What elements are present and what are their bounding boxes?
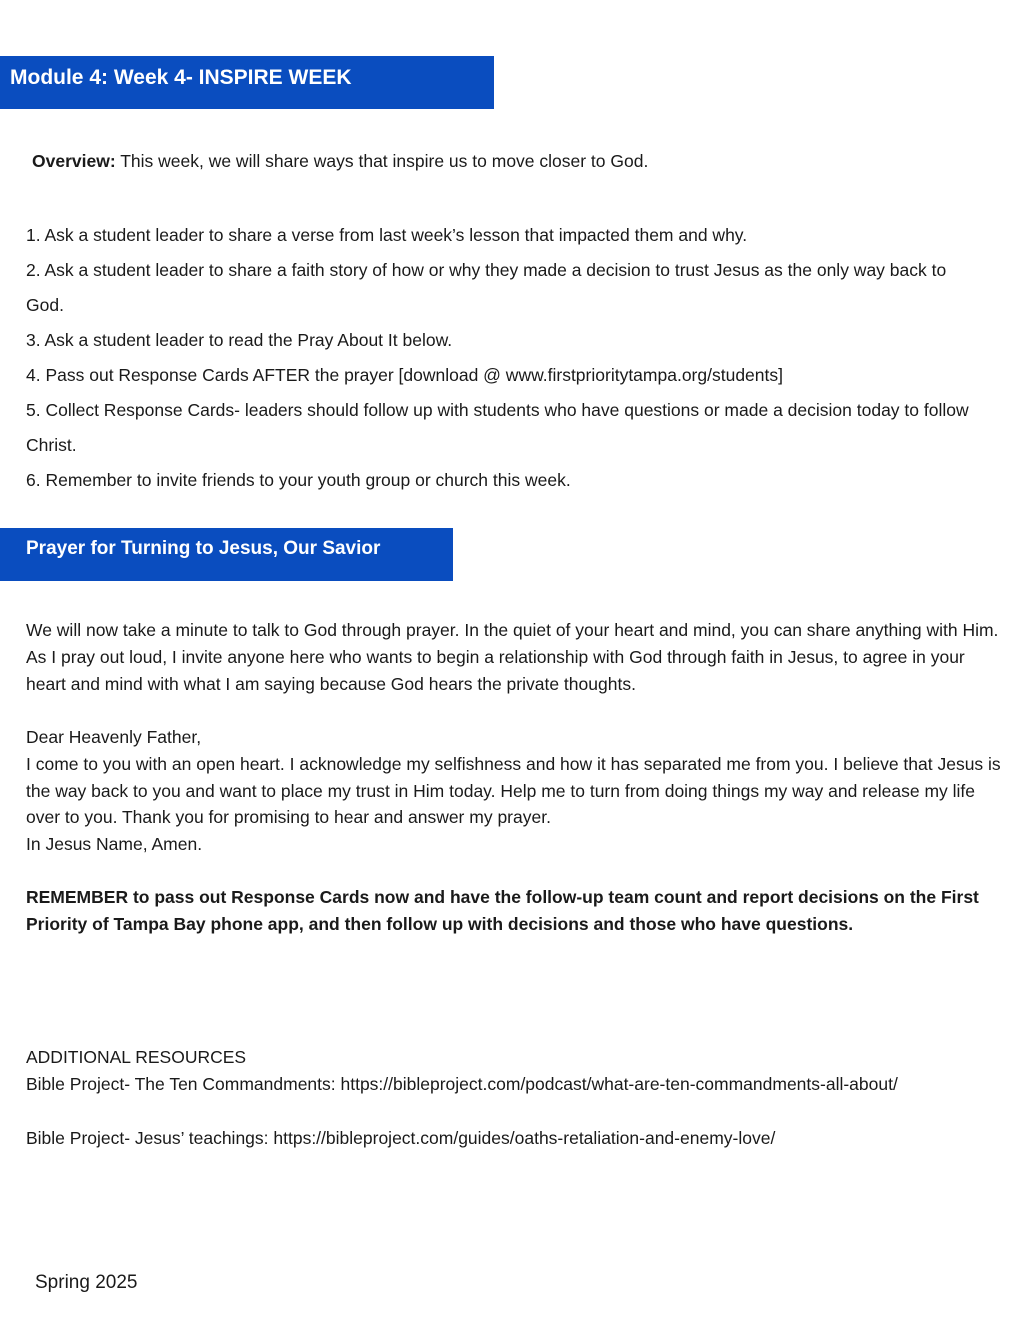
prayer-block [26, 617, 1001, 858]
spacer [26, 1098, 1016, 1125]
resource-link-jesus-teachings[interactable]: Bible Project- Jesus’ teachings: https://bibleproject.com/guides/oaths-retaliation-and-enemy-love/ [26, 1128, 776, 1148]
resource-link-ten-commandments[interactable]: Bible Project- The Ten Commandments: https://bibleproject.com/podcast/what-are-ten-commandments-all-about/ [26, 1074, 898, 1094]
prayer-title-banner [0, 528, 453, 581]
prayer-closing: In Jesus Name, Amen. [26, 834, 203, 854]
module-title-banner [0, 56, 494, 109]
step-item: 5. Collect Response Cards- leaders should follow up with students who have questions or made a decision today to follow Christ. [26, 400, 969, 455]
prayer-body: I come to you with an open heart. I acknowledge my selfishness and how it has separated me from you. I believe that Jesus is the way back to you and want to place my trust in Him today. Help me to turn from doing things my way and release my life over to you. Thank you for promising to hear and answer my prayer. [26, 753, 1001, 828]
reminder-note: REMEMBER to pass out Response Cards now and have the follow-up team count and report decisions on the First Priority of Tampa Bay phone app, and then follow up with decisions and those who have questions. [26, 887, 979, 934]
prayer-salutation: Dear Heavenly Father, [26, 727, 202, 747]
step-item: 2. Ask a student leader to share a faith story of how or why they made a decision to trust Jesus as the only way back to God. [26, 260, 947, 315]
overview [32, 150, 648, 172]
prayer-title: Prayer for Turning to Jesus, Our Savior [26, 538, 381, 559]
spacer [26, 697, 1001, 724]
module-title: Module 4: Week 4- INSPIRE WEEK [10, 66, 352, 89]
prayer-intro: We will now take a minute to talk to God through prayer. In the quiet of your heart and mind, you can share anything with Him. As I pray out loud, I invite anyone here who wants to begin a relationship with God through faith in Jesus, to agree in your heart and mind with what I am saying because God hears the private thoughts. [26, 620, 999, 694]
step-item: 6. Remember to invite friends to your youth group or church this week. [26, 470, 571, 490]
resources-heading: ADDITIONAL RESOURCES [26, 1047, 247, 1067]
overview-text: This week, we will share ways that inspire us to move closer to God. [115, 151, 649, 171]
overview-label: Overview: [32, 151, 116, 171]
footer-term: Spring 2025 [35, 1272, 138, 1293]
step-item: 3. Ask a student leader to read the Pray About It below. [26, 330, 453, 350]
additional-resources [26, 1044, 1016, 1152]
step-item: 1. Ask a student leader to share a verse from last week’s lesson that impacted them and why. [26, 225, 748, 245]
step-item: 4. Pass out Response Cards AFTER the prayer [download @ www.firstprioritytampa.org/students] [26, 365, 783, 385]
instruction-steps [26, 218, 986, 498]
